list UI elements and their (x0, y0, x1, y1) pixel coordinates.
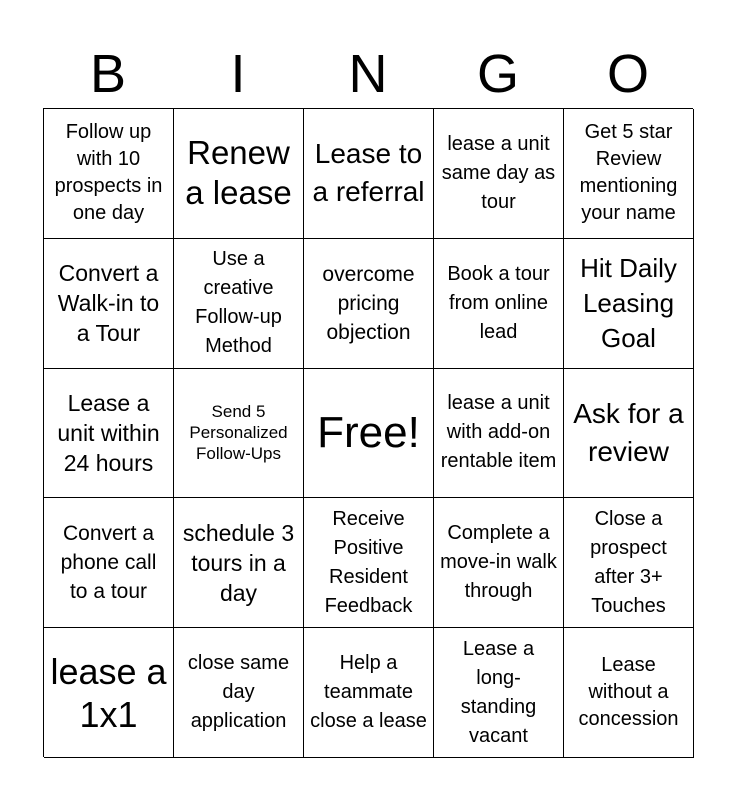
cell-text: close same day application (187, 652, 290, 733)
cell-text: overcome pricing objection (322, 262, 415, 344)
cell-text: Follow up with 10 prospects in one day (54, 121, 163, 225)
bingo-cell[interactable] (174, 369, 304, 499)
bingo-cell[interactable] (564, 628, 694, 758)
cell-text: Lease without a concession (578, 654, 679, 731)
bingo-cell[interactable] (44, 109, 174, 239)
bingo-cell[interactable] (304, 239, 434, 369)
bingo-cell-free[interactable] (304, 369, 434, 499)
bingo-cell[interactable] (564, 109, 694, 239)
bingo-cell[interactable] (304, 628, 434, 758)
bingo-board (43, 108, 693, 757)
cell-text: Lease a long-standing vacant (460, 637, 537, 747)
header-letter-n: N (348, 44, 388, 104)
cell-text: Send 5 Personalized Follow-Ups (189, 402, 288, 464)
cell-text: Ask for a review (573, 397, 684, 467)
bingo-cell[interactable] (44, 628, 174, 758)
header-letter-i: I (230, 44, 246, 104)
bingo-cell[interactable] (564, 239, 694, 369)
bingo-cell[interactable] (174, 109, 304, 239)
cell-text: Close a prospect after 3+ Touches (590, 507, 667, 617)
cell-text: schedule 3 tours in a day (182, 519, 295, 606)
bingo-cell[interactable] (434, 628, 564, 758)
cell-text: Free! (317, 407, 420, 457)
cell-text: Convert a Walk-in to a Tour (57, 260, 160, 347)
bingo-cell[interactable] (304, 498, 434, 628)
bingo-cell[interactable] (434, 239, 564, 369)
cell-text: Help a teammate close a lease (310, 652, 427, 733)
bingo-cell[interactable] (44, 239, 174, 369)
cell-text: Complete a move-in walk through (440, 522, 557, 603)
cell-text: Renew a lease (185, 134, 292, 212)
cell-text: lease a unit same day as tour (441, 132, 556, 213)
bingo-cell[interactable] (434, 109, 564, 239)
cell-text: Use a creative Follow-up Method (195, 248, 282, 358)
cell-text: Book a tour from online lead (447, 262, 550, 343)
cell-text: Convert a phone call to a tour (60, 522, 157, 604)
bingo-cell[interactable] (434, 498, 564, 628)
bingo-cell[interactable] (44, 369, 174, 499)
bingo-cell[interactable] (564, 369, 694, 499)
header-letter-g: G (476, 44, 519, 104)
cell-text: Get 5 star Review mentioning your name (579, 121, 678, 225)
bingo-cell[interactable] (304, 109, 434, 239)
cell-text: lease a 1x1 (50, 650, 167, 735)
bingo-cell[interactable] (564, 498, 694, 628)
bingo-cell[interactable] (174, 239, 304, 369)
header-letter-b: B (89, 44, 127, 104)
cell-text: Receive Positive Resident Feedback (324, 507, 413, 617)
bingo-header (43, 40, 693, 108)
bingo-cell[interactable] (174, 628, 304, 758)
cell-text: Lease a unit within 24 hours (57, 389, 160, 476)
cell-text: Lease to a referral (312, 138, 425, 208)
cell-text: Hit Daily Leasing Goal (580, 252, 677, 353)
bingo-cell[interactable] (44, 498, 174, 628)
bingo-cell[interactable] (434, 369, 564, 499)
header-letter-o: O (606, 44, 649, 104)
bingo-cell[interactable] (174, 498, 304, 628)
cell-text: lease a unit with add-on rentable item (440, 392, 557, 473)
